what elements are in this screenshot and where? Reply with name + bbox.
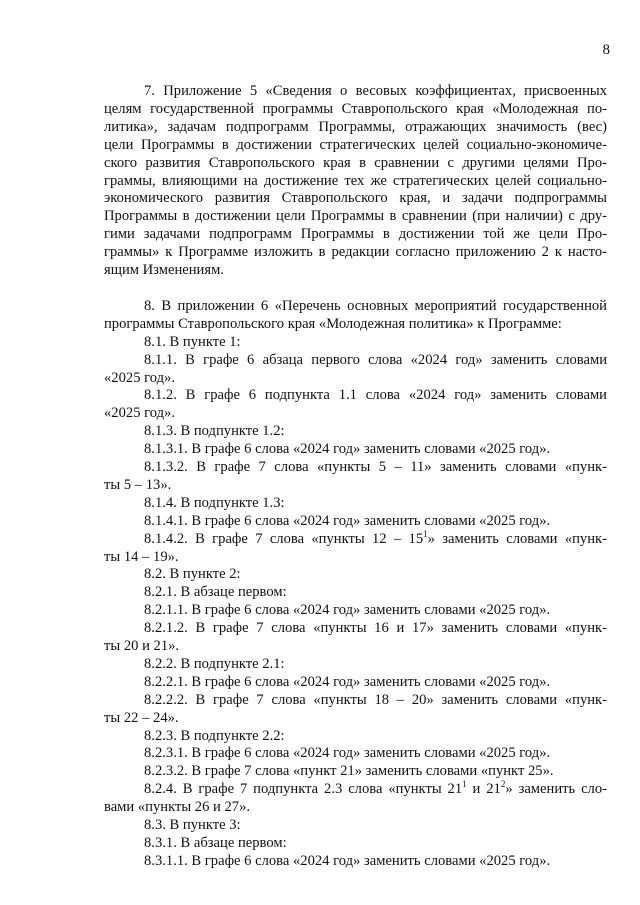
text-run: 8.1.4.2. В графе 7 слова «пункты 12 – 15 (144, 530, 424, 547)
item-8-2-2: 8.2.2. В подпункте 2.1: (144, 655, 285, 672)
item-8-2-2-2: 8.2.2.2. В графе 7 слова «пункты 18 – 20» заменить словами «пунк- (144, 691, 607, 708)
superscript: 2 (500, 779, 506, 790)
text-line: программы Ставропольского края «Молодежная политика» к Программе: (104, 315, 562, 332)
page-number: 8 (602, 42, 610, 58)
text-line: ского развития Ставропольского края в сравнении с другими целями Про- (104, 154, 607, 171)
text-line: ты 20 и 21». (104, 638, 180, 654)
superscript: 1 (423, 528, 428, 539)
text-run: » заменить словами «пунк- (427, 530, 607, 547)
item-8-1: 8.1. В пункте 1: (144, 333, 241, 350)
item-8-1-4-2 (144, 528, 607, 547)
text-run: и 21 (466, 781, 501, 798)
text-line: ты 22 – 24». (104, 709, 179, 726)
text-line: вами «пункты 26 и 27». (104, 799, 251, 816)
item-8-1-3-1: 8.1.3.1. В графе 6 слова «2024 год» заменить словами «2025 год». (144, 441, 551, 458)
superscript: 1 (462, 779, 467, 790)
item-8-2-1-2: 8.2.1.2. В графе 7 слова «пункты 16 и 17» заменить словами «пунк- (144, 620, 607, 637)
item-8-3-1: 8.3.1. В абзаце первом: (144, 834, 287, 851)
text-line: ты 14 – 19». (104, 548, 179, 565)
item-8-1-3-2: 8.1.3.2. В графе 7 слова «пункты 5 – 11» заменить словами «пунк- (144, 459, 607, 475)
text-line: «2025 год». (104, 405, 176, 422)
text-line: цели Программы в достижении стратегических целей социально-экономиче- (104, 136, 607, 153)
item-8-2-1-1: 8.2.1.1. В графе 6 слова «2024 год» заменить словами «2025 год». (144, 602, 551, 619)
item-8-1-2: 8.1.2. В графе 6 подпункта 1.1 слова «2024 год» заменить словами (144, 387, 607, 404)
text-run: 8.2.4. В графе 7 подпункта 2.3 слова «пункты 21 (144, 781, 463, 798)
item-8-2-3: 8.2.3. В подпункте 2.2: (144, 727, 285, 744)
text-line: ты 5 – 13». (104, 476, 172, 493)
text-line: гими задачами подпрограмм Программы в достижении той же цели Про- (104, 226, 607, 243)
item-8-1-4-1: 8.1.4.1. В графе 6 слова «2024 год» заменить словами «2025 год». (144, 512, 551, 529)
text-line: граммы» к Программе изложить в редакции согласно приложению 2 к насто- (104, 244, 607, 261)
text-line: Программы в достижении цели Программы в сравнении (при наличии) с дру- (104, 208, 607, 225)
item-8-2-1: 8.2.1. В абзаце первом: (144, 584, 287, 601)
item-8-2-2-1: 8.2.2.1. В графе 6 слова «2024 год» заменить словами «2025 год». (144, 673, 551, 690)
item-8-3: 8.3. В пункте 3: (144, 817, 241, 833)
text-line: граммы, влияющими на достижение тех же стратегических целей социально- (104, 172, 607, 189)
text-line: ящим Изменениям. (104, 262, 224, 278)
item-8-3-1-1: 8.3.1.1. В графе 6 слова «2024 год» заменить словами «2025 год». (144, 852, 551, 869)
item-8-1-3: 8.1.3. В подпункте 1.2: (144, 423, 285, 440)
text-line: экономического развития Ставропольского края, и задачи подпрограммы (104, 190, 607, 207)
text-line: целям государственной программы Ставропольского края «Молодежная по- (104, 100, 607, 117)
item-8-2-4 (144, 781, 607, 797)
item-8-2: 8.2. В пункте 2: (144, 566, 241, 583)
item-8-1-4: 8.1.4. В подпункте 1.3: (144, 494, 285, 511)
item-8-2-3-1: 8.2.3.1. В графе 6 слова «2024 год» заменить словами «2025 год». (144, 745, 551, 762)
text-run: » заменить сло- (505, 781, 607, 798)
text-line: 7. Приложение 5 «Сведения о весовых коэффициентах, присвоенных (144, 83, 607, 99)
text-line: литика», задачам подпрограмм Программы, отражающих значимость (вес) (104, 118, 607, 135)
text-line: «2025 год». (104, 369, 176, 386)
item-8-2-3-2: 8.2.3.2. В графе 7 слова «пункт 21» заменить словами «пункт 25». (144, 763, 554, 780)
text-line: 8. В приложении 6 «Перечень основных мероприятий государственной (144, 297, 607, 314)
item-8-1-1: 8.1.1. В графе 6 абзаца первого слова «2024 год» заменить словами (144, 351, 607, 368)
